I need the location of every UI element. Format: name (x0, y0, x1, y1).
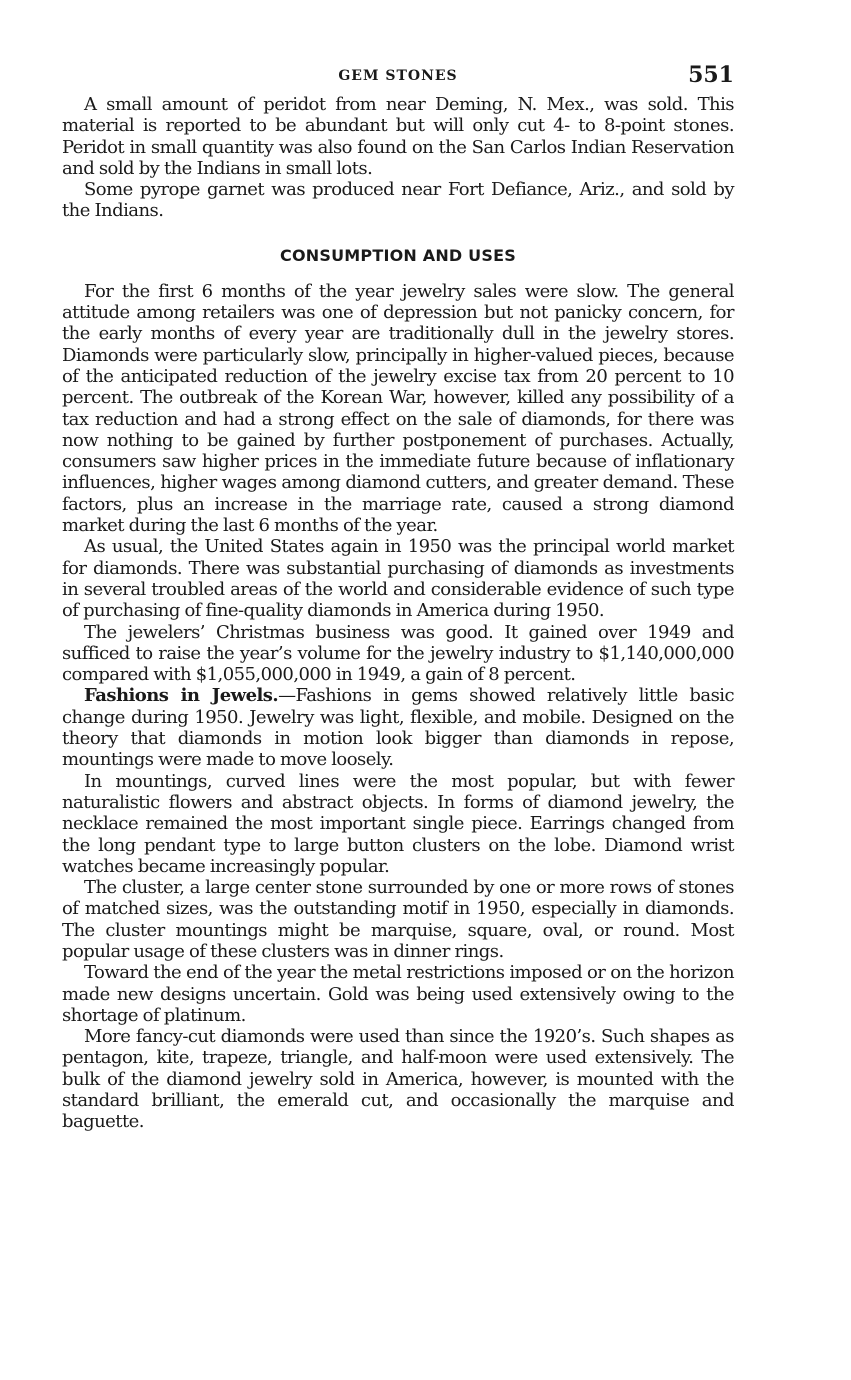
paragraph-metal-restrictions: Toward the end of the year the metal restrictions imposed or on the horizon made new designs uncertain. Gold was being used extensively owing to the shortage of platinum. (62, 962, 734, 1026)
paragraph-jewelry-sales: For the first 6 months of the year jewelry sales were slow. The general attitude among retailers was one of depression but not panicky concern, for the early months of every year are traditionally dull in the jewelry stores. Diamonds were particularly slow, principally in higher-valued pieces, because of the anticipated reduction of the jewelry excise tax from 20 percent to 10 percent. The outbreak of the Korean War, however, killed any possibility of a tax reduction and had a strong effect on the sale of diamonds, for there was now nothing to be gained by further postponement of purchases. Actually, consumers saw higher prices in the immediate future because of inflationary influences, higher wages among diamond cutters, and greater demand. These factors, plus an increase in the marriage rate, caused a strong diamond market during the last 6 months of the year. (62, 280, 734, 537)
paragraph-christmas-business: The jewelers’ Christmas business was good. It gained over 1949 and sufficed to raise the year’s volume for the jewelry industry to $1,140,000,000 compared with $1,055,000,000 in 1949, a gain of 8 percent. (62, 621, 734, 686)
paragraph-mountings: In mountings, curved lines were the most popular, but with fewer naturalistic flowers and abstract objects. In forms of diamond jewelry, the necklace remained the most important single piece. Earrings changed from the long pendant type to large button clusters on the lobe. Diamond wrist watches became increasingly popular. (62, 770, 734, 877)
paragraph-fancy-cut: More fancy-cut diamonds were used than since the 1920’s. Such shapes as pentagon, kite, trapeze, triangle, and half-moon were used extensively. The bulk of the diamond jewelry sold in America, however, is mounted with the standard brilliant, the emerald cut, and occasionally the marquise and baguette. (62, 1026, 734, 1133)
section-heading: CONSUMPTION AND USES (280, 245, 516, 265)
run-in-heading: Fashions in Jewels. (84, 685, 279, 707)
paragraph-peridot: A small amount of peridot from near Deming, N. Mex., was sold. This material is reported to be abundant but will only cut 4- to 8-point stones. Peridot in small quantity was also found on the San Carlos Indian Reservation and sold by the Indians in small lots. (62, 94, 734, 179)
running-head (62, 60, 734, 94)
document-page (62, 60, 734, 1133)
running-title: GEM STONES (338, 68, 458, 84)
page-number: 551 (688, 62, 734, 88)
paragraph-fashions-in-jewels (62, 685, 734, 770)
paragraph-world-market: As usual, the United States again in 1950 was the principal world market for diamonds. There was substantial purchasing of diamonds as investments in several troubled areas of the world and considerable evidence of such type of purchasing of fine-quality diamonds in America during 1950. (62, 536, 734, 622)
paragraph-cluster: The cluster, a large center stone surrounded by one or more rows of stones of matched sizes, was the outstanding motif in 1950, especially in diamonds. The cluster mountings might be marquise, square, oval, or round. Most popular usage of these clusters was in dinner rings. (62, 877, 734, 962)
paragraph-pyrope-garnet: Some pyrope garnet was produced near Fort Defiance, Ariz., and sold by the Indians. (62, 179, 734, 222)
fashions-lead-text: —Fashions in gems showed relatively little basic change during 1950. Jewelry was light, flexible, and mobile. Designed on the theory that diamonds in motion look bigger than diamonds in repose, mountings were made to move loosely. (62, 685, 734, 771)
